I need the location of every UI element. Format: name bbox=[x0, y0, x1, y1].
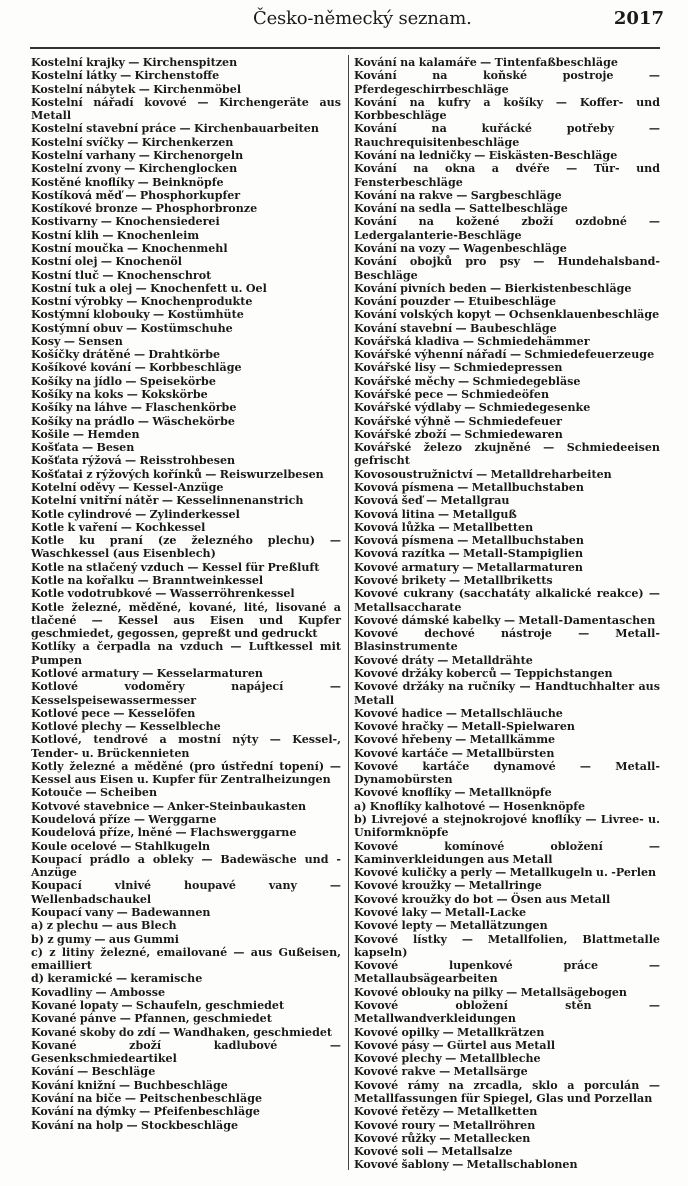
dictionary-entry: Kovová písmena — Metallbuchstaben bbox=[354, 534, 584, 548]
dictionary-entry: Kování knižní — Buchbeschläge bbox=[31, 1078, 228, 1092]
dictionary-entry: Kovové růžky — Metallecken bbox=[354, 1131, 531, 1145]
dictionary-entry: Kování na koňské postroje — Pferdegeschirrbeschläge bbox=[354, 69, 660, 96]
dictionary-entry: Kovové oblouky na pilky — Metallsägebogen bbox=[354, 985, 627, 999]
dictionary-entry: Kovové rakve — Metallsärge bbox=[354, 1065, 528, 1079]
dictionary-entry: Kotle ku praní (ze železného plechu) — Waschkessel (aus Eisenblech) bbox=[31, 534, 341, 561]
dictionary-entry: Koupací vany — Badewannen bbox=[31, 906, 211, 919]
dictionary-entry: Kovové kroužky — Metallringe bbox=[354, 879, 542, 893]
dictionary-entry: Kotlové pece — Kesselöfen bbox=[31, 706, 196, 720]
dictionary-entry: Kostní výrobky — Knochenprodukte bbox=[31, 295, 253, 309]
dictionary-entry: Kování na biče — Peitschenbeschläge bbox=[31, 1091, 263, 1105]
dictionary-entry: Košťata rýžová — Reisstrohbesen bbox=[31, 454, 236, 468]
dictionary-entry: Kovářská kladiva — Schmiedehämmer bbox=[354, 334, 590, 348]
dictionary-entry: Kovové řetězy — Metallketten bbox=[354, 1105, 538, 1119]
dictionary-entry: Kovářské výhně — Schmiedefeuer bbox=[354, 414, 562, 428]
dictionary-entry: Kotle vodotrubkové — Wasserröhrenkessel bbox=[31, 587, 295, 601]
dictionary-entry: Kovové soli — Metallsalze bbox=[354, 1145, 513, 1159]
left-column bbox=[31, 56, 341, 1132]
dictionary-entry: Košíky na jídlo — Speisekörbe bbox=[31, 374, 216, 388]
dictionary-entry: Kostíková měď — Phosphorkupfer bbox=[31, 188, 241, 202]
dictionary-entry: Kování na ledničky — Eiskästen-Beschläge bbox=[354, 148, 618, 162]
dictionary-entry: Košťatai z rýžových kořínků — Reiswurzelbesen bbox=[31, 467, 324, 481]
dictionary-entry: Košíky na koks — Kokskörbe bbox=[31, 388, 208, 402]
dictionary-entry: Kovářské lisy — Schmiedepressen bbox=[354, 361, 563, 375]
dictionary-entry: Kovové dechové nástroje — Metall-Blasinstrumente bbox=[354, 627, 660, 654]
dictionary-entry: Kovové laky — Metall-Lacke bbox=[354, 906, 527, 919]
dictionary-entry: Kovářské zboží — Schmiedewaren bbox=[354, 427, 563, 441]
dictionary-entry: Kovářské pece — Schmiedeöfen bbox=[354, 388, 550, 402]
dictionary-entry: Kování volských kopyt — Ochsenklauenbeschläge bbox=[354, 308, 660, 322]
dictionary-entry: Kovové plechy — Metallbleche bbox=[354, 1052, 541, 1066]
right-column bbox=[354, 56, 660, 1172]
dictionary-entry: Kovadliny — Ambosse bbox=[31, 985, 165, 999]
dictionary-entry: Kovové lístky — Metallfolien, Blattmetalle kapseln) bbox=[354, 932, 660, 959]
dictionary-entry: Kovové kuličky a perly — Metallkugeln u. -Perlen bbox=[354, 866, 657, 880]
dictionary-entry: Kovové knoflíky — Metallknöpfe bbox=[354, 786, 552, 800]
dictionary-entry: Kování na sedla — Sattelbeschläge bbox=[354, 202, 568, 216]
dictionary-entry: Kování pouzder — Etuibeschläge bbox=[354, 295, 557, 309]
dictionary-entry: Kovová písmena — Metallbuchstaben bbox=[354, 481, 584, 494]
dictionary-entry: Kování na dýmky — Pfeifenbeschläge bbox=[31, 1105, 260, 1119]
dictionary-entry: Kovová šeď — Metallgrau bbox=[354, 494, 510, 508]
dictionary-entry: Kované zboží kadlubové — Gesenkschmiedeartikel bbox=[31, 1038, 341, 1066]
dictionary-entry: Kotlové armatury — Kesselarmaturen bbox=[31, 666, 263, 680]
dictionary-entry: Kotlové, tendrové a mostní nýty — Kessel-, Tender- u. Brückennieten bbox=[31, 733, 341, 760]
dictionary-entry: Kovové hadice — Metallschläuche bbox=[354, 706, 563, 720]
dictionary-entry: Kovová litina — Metallguß bbox=[354, 507, 517, 521]
dictionary-entry: Kovové držáky na ručníky — Handtuchhalter aus Metall bbox=[354, 680, 660, 707]
dictionary-entry: Kotouče — Scheiben bbox=[31, 786, 158, 800]
dictionary-entry: Kovové opilky — Metallkrätzen bbox=[354, 1025, 545, 1039]
dictionary-entry: Kotle železné, měděné, kované, lité, lisované a tlačené — Kessel aus Eisen und Kupfer geschmiedet, gegossen, gepreßt und gedruckt bbox=[31, 600, 341, 641]
dictionary-entry: Koule ocelové — Stahlkugeln bbox=[31, 839, 211, 853]
dictionary-entry: Košíčky drátěné — Drahtkörbe bbox=[31, 348, 221, 362]
dictionary-entry: Kovové brikety — Metallbriketts bbox=[354, 573, 553, 587]
dictionary-entry: Kostelní krajky — Kirchenspitzen bbox=[31, 56, 238, 69]
dictionary-entry: Kostýmní obuv — Kostümschuhe bbox=[31, 321, 233, 335]
dictionary-entry: Kotlové vodoměry napájecí — Kesselspeisewassermesser bbox=[31, 680, 341, 707]
dictionary-entry: Kostivarny — Knochensiederei bbox=[31, 215, 220, 229]
dictionary-entry: Kovové držáky koberců — Teppichstangen bbox=[354, 666, 613, 680]
dictionary-entry: Kotlové plechy — Kesselbleche bbox=[31, 720, 221, 734]
dictionary-entry: Kování — Beschläge bbox=[31, 1065, 156, 1079]
dictionary-entry: Košťata — Besen bbox=[31, 441, 135, 455]
dictionary-entry: Košile — Hemden bbox=[31, 427, 140, 441]
dictionary-entry: Kostelní nábytek — Kirchenmöbel bbox=[31, 82, 242, 96]
dictionary-entry: Kovové armatury — Metallarmaturen bbox=[354, 560, 583, 574]
dictionary-entry: Kovové kroužky do bot — Ösen aus Metall bbox=[354, 892, 611, 906]
dictionary-entry: Kování na okna a dvéře — Tür- und Fensterbeschläge bbox=[354, 162, 660, 189]
dictionary-entry: Kostelní nářadí kovové — Kirchengeräte aus Metall bbox=[31, 95, 341, 123]
dictionary-entry: Koupací prádlo a obleky — Badewäsche und -Anzüge bbox=[31, 852, 341, 880]
dictionary-entry: a) Knoflíky kalhotové — Hosenknöpfe bbox=[354, 799, 586, 813]
dictionary-entry: Kovosoustružnictví — Metalldreharbeiten bbox=[354, 467, 612, 481]
header-rule bbox=[30, 47, 660, 49]
dictionary-entry: Kovářské výdlaby — Schmiedegesenke bbox=[354, 401, 591, 415]
dictionary-entry: Kotle k vaření — Kochkessel bbox=[31, 520, 206, 534]
column-divider bbox=[348, 55, 349, 1170]
dictionary-entry: Kostelní stavební práce — Kirchenbauarbeiten bbox=[31, 122, 319, 136]
dictionary-entry: Kovové kartáče dynamové — Metall-Dynamobürsten bbox=[354, 759, 660, 787]
dictionary-entry: Koupací vlnivé houpavé vany — Wellenbadschaukel bbox=[31, 879, 341, 906]
dictionary-entry: Kosy — Sensen bbox=[31, 334, 123, 348]
dictionary-entry: Kované lopaty — Schaufeln, geschmiedet bbox=[31, 998, 285, 1012]
dictionary-entry: Kovové obložení stěn — Metallwandverkleidungen bbox=[354, 998, 660, 1026]
dictionary-entry: Kostýmní klobouky — Kostümhüte bbox=[31, 308, 244, 322]
page-header bbox=[0, 4, 688, 34]
dictionary-entry: Kovové komínové obložení — Kaminverkleidungen aus Metall bbox=[354, 839, 660, 866]
dictionary-entry: b) z gumy — aus Gummi bbox=[31, 932, 179, 946]
dictionary-entry: Kotle na stlačený vzduch — Kessel für Preßluft bbox=[31, 560, 320, 574]
dictionary-entry: Kovářské měchy — Schmiedegebläse bbox=[354, 374, 581, 388]
dictionary-entry: a) z plechu — aus Blech bbox=[31, 919, 177, 933]
dictionary-entry: Kostelní varhany — Kirchenorgeln bbox=[31, 148, 244, 162]
dictionary-entry: Kování na vozy — Wagenbeschläge bbox=[354, 241, 567, 255]
dictionary-entry: Kování na rakve — Sargbeschläge bbox=[354, 188, 562, 202]
dictionary-entry: Kovové lepty — Metallätzungen bbox=[354, 919, 548, 933]
dictionary-entry: Kování obojků pro psy — Hundehalsband-Beschläge bbox=[354, 255, 660, 282]
dictionary-entry: Kostíkové bronze — Phosphorbronze bbox=[31, 202, 258, 216]
dictionary-entry: Kostní tuk a olej — Knochenfett u. Oel bbox=[31, 281, 267, 295]
dictionary-entry: Kovové roury — Metallröhren bbox=[354, 1118, 536, 1132]
dictionary-entry: Kotle na kořalku — Branntweinkessel bbox=[31, 573, 264, 587]
running-title: Česko-německý seznam. bbox=[253, 8, 472, 29]
dictionary-entry: Kovové hračky — Metall-Spielwaren bbox=[354, 720, 575, 734]
dictionary-entry: Kostní olej — Knochenöl bbox=[31, 255, 182, 269]
dictionary-entry: Kovářské železo zkujněné — Schmiedeeisen gefrischt bbox=[354, 441, 660, 468]
dictionary-entry: Kostelní zvony — Kirchenglocken bbox=[31, 162, 238, 176]
dictionary-entry: Kování na kožené zboží ozdobné — Ledergalanterie-Beschläge bbox=[354, 215, 660, 242]
dictionary-entry: Kování na kalamáře — Tintenfaßbeschläge bbox=[354, 56, 618, 69]
dictionary-entry: Kování na holp — Stockbeschläge bbox=[31, 1118, 239, 1132]
dictionary-entry: Kostěné knoflíky — Beinknöpfe bbox=[31, 175, 224, 189]
dictionary-entry: Kování stavební — Baubeschläge bbox=[354, 321, 557, 335]
dictionary-entry: Kované pánve — Pfannen, geschmiedet bbox=[31, 1012, 272, 1026]
dictionary-entry: Koudelová příze — Werggarne bbox=[31, 813, 217, 827]
dictionary-entry: Kotelní vnitřní nátěr — Kesselinnenanstrich bbox=[31, 494, 304, 508]
dictionary-entry: Kotelní oděvy — Kessel-Anzüge bbox=[31, 481, 224, 494]
dictionary-entry: Kovové kartáče — Metallbürsten bbox=[354, 746, 555, 760]
dictionary-entry: Kostní tluč — Knochenschrot bbox=[31, 268, 212, 282]
dictionary-entry: Kotly železné a měděné (pro ústřední topení) — Kessel aus Eisen u. Kupfer für Zentralheizungen bbox=[31, 759, 341, 787]
dictionary-entry: Kotlíky a čerpadla na vzduch — Luftkessel mit Pumpen bbox=[31, 640, 341, 667]
dictionary-entry: Kování pivních beden — Bierkistenbeschläge bbox=[354, 281, 632, 295]
dictionary-entry: Koudelová příze, lněné — Flachswerggarne bbox=[31, 826, 297, 840]
dictionary-entry: Košíkové kování — Korbbeschläge bbox=[31, 361, 242, 375]
dictionary-entry: Kovové hřebeny — Metallkämme bbox=[354, 733, 556, 747]
dictionary-entry: Kostelní svíčky — Kirchenkerzen bbox=[31, 135, 234, 149]
dictionary-entry: Kovové dámské kabelky — Metall-Damentaschen bbox=[354, 613, 656, 627]
dictionary-entry: Košíky na láhve — Flaschenkörbe bbox=[31, 401, 237, 415]
dictionary-entry: Kovářské výhenní nářadí — Schmiedefeuerzeuge bbox=[354, 348, 655, 362]
dictionary-entry: Kotle cylindrové — Zylinderkessel bbox=[31, 507, 240, 521]
dictionary-entry: Kovová lůžka — Metallbetten bbox=[354, 520, 534, 534]
dictionary-entry: Kování na kuřácké potřeby — Rauchrequisitenbeschläge bbox=[354, 122, 660, 149]
dictionary-entry: Košíky na prádlo — Wäschekörbe bbox=[31, 414, 235, 428]
dictionary-entry: Kovové pásy — Gürtel aus Metall bbox=[354, 1038, 556, 1052]
dictionary-entry: Kostní klih — Knochenleim bbox=[31, 228, 200, 242]
page-number: 2017 bbox=[613, 8, 664, 29]
dictionary-entry: Kostní moučka — Knochenmehl bbox=[31, 241, 228, 255]
dictionary-entry: c) z litiny železné, emailované — aus Gußeisen, emailliert bbox=[31, 945, 341, 973]
dictionary-entry: Kovové šablony — Metallschablonen bbox=[354, 1158, 578, 1172]
dictionary-entry: Kovové lupenkové práce — Metallaubsägearbeiten bbox=[354, 959, 660, 986]
dictionary-entry: Kované skoby do zdí — Wandhaken, geschmiedet bbox=[31, 1025, 333, 1039]
dictionary-entry: Kostelní látky — Kirchenstoffe bbox=[31, 69, 220, 83]
dictionary-entry: Kovové dráty — Metalldrähte bbox=[354, 653, 533, 667]
dictionary-entry: Kovové rámy na zrcadla, sklo a porculán — Metallfassungen für Spiegel, Glas und Porzellan bbox=[354, 1078, 660, 1105]
dictionary-entry: Kovová razítka — Metall-Stampiglien bbox=[354, 547, 584, 561]
dictionary-entry: b) Livrejové a stejnokrojové knoflíky — Livree- u. Uniformknöpfe bbox=[354, 813, 660, 840]
dictionary-entry: Kotvové stavebnice — Anker-Steinbaukasten bbox=[31, 799, 307, 813]
dictionary-entry: Kovové cukrany (sacchatáty alkalické reakce) — Metallsaccharate bbox=[354, 587, 660, 614]
dictionary-entry: d) keramické — keramische bbox=[31, 972, 203, 986]
dictionary-entry: Kování na kufry a košíky — Koffer- und Korbbeschläge bbox=[354, 95, 660, 123]
